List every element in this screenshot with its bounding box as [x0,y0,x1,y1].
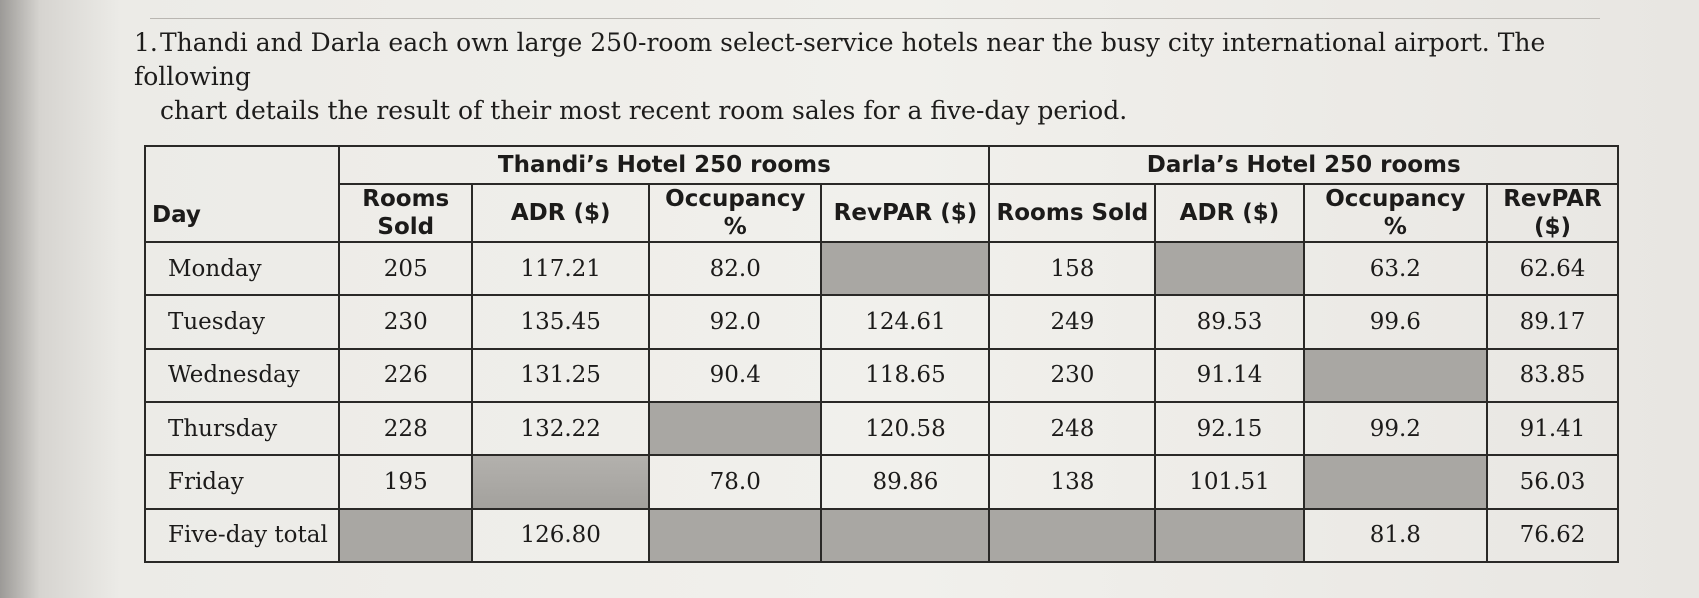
cell-day: Monday [145,242,339,295]
cell-thandi-rooms-sold: 230 [339,295,472,348]
cell-day: Tuesday [145,295,339,348]
cell-darla-occupancy: 81.8 [1304,509,1487,562]
question-number: 1. [134,28,158,57]
page-rule [150,18,1600,19]
cell-day: Five-day total [145,509,339,562]
cell-thandi-adr: 135.45 [472,295,649,348]
header-darla-revpar: RevPAR ($) [1487,184,1618,242]
cell-thandi-rooms-sold: 195 [339,455,472,508]
table-row-tuesday [145,295,1618,348]
cell-thandi-occupancy: 90.4 [649,349,821,402]
cell-darla-adr-blank [1155,509,1303,562]
question-line-1: Thandi and Darla each own large 250-room select-service hotels near the busy city international airport. The following [134,28,1546,91]
cell-darla-revpar: 62.64 [1487,242,1618,295]
cell-thandi-adr: 131.25 [472,349,649,402]
cell-thandi-occupancy: 92.0 [649,295,821,348]
cell-darla-rooms-sold-blank [989,509,1155,562]
header-darla-occupancy: Occupancy % [1304,184,1487,242]
cell-thandi-revpar: 118.65 [821,349,989,402]
cell-darla-rooms-sold: 248 [989,402,1155,455]
cell-thandi-revpar-blank [821,242,989,295]
cell-darla-adr-blank [1155,242,1303,295]
cell-darla-adr: 89.53 [1155,295,1303,348]
cell-thandi-rooms-sold: 205 [339,242,472,295]
cell-thandi-adr-blank [472,455,649,508]
header-darla-rooms-sold: Rooms Sold [989,184,1155,242]
header-darla-adr: ADR ($) [1155,184,1303,242]
column-header-row [145,184,1618,242]
table-row-thursday [145,402,1618,455]
header-thandi-hotel: Thandi’s Hotel 250 rooms [339,146,989,184]
cell-darla-occupancy-blank [1304,349,1487,402]
cell-darla-rooms-sold: 158 [989,242,1155,295]
cell-darla-revpar: 76.62 [1487,509,1618,562]
header-darla-hotel: Darla’s Hotel 250 rooms [989,146,1618,184]
cell-thandi-revpar: 89.86 [821,455,989,508]
group-header-row [145,146,1618,184]
cell-darla-adr: 92.15 [1155,402,1303,455]
cell-darla-rooms-sold: 138 [989,455,1155,508]
header-thandi-adr: ADR ($) [472,184,649,242]
cell-thandi-revpar: 124.61 [821,295,989,348]
cell-darla-revpar: 91.41 [1487,402,1618,455]
cell-darla-occupancy: 99.2 [1304,402,1487,455]
table-row-monday [145,242,1618,295]
cell-thandi-occupancy-blank [649,509,821,562]
cell-thandi-occupancy: 78.0 [649,455,821,508]
cell-darla-revpar: 83.85 [1487,349,1618,402]
cell-darla-adr: 91.14 [1155,349,1303,402]
table-row-wednesday [145,349,1618,402]
cell-thandi-rooms-sold: 228 [339,402,472,455]
cell-darla-rooms-sold: 230 [989,349,1155,402]
cell-darla-revpar: 89.17 [1487,295,1618,348]
table-row-friday [145,455,1618,508]
cell-thandi-rooms-sold-blank [339,509,472,562]
header-thandi-occupancy: Occupancy % [649,184,821,242]
cell-thandi-adr: 126.80 [472,509,649,562]
header-thandi-rooms-sold: Rooms Sold [339,184,472,242]
cell-thandi-revpar-blank [821,509,989,562]
question-text [134,26,1634,128]
cell-thandi-adr: 117.21 [472,242,649,295]
cell-day: Wednesday [145,349,339,402]
cell-darla-occupancy: 63.2 [1304,242,1487,295]
cell-thandi-occupancy: 82.0 [649,242,821,295]
header-thandi-revpar: RevPAR ($) [821,184,989,242]
table-row-five-day-total [145,509,1618,562]
cell-thandi-rooms-sold: 226 [339,349,472,402]
cell-darla-rooms-sold: 249 [989,295,1155,348]
cell-darla-occupancy: 99.6 [1304,295,1487,348]
hotel-comparison-table [144,145,1619,563]
cell-darla-adr: 101.51 [1155,455,1303,508]
cell-day: Thursday [145,402,339,455]
cell-darla-occupancy-blank [1304,455,1487,508]
cell-day: Friday [145,455,339,508]
question-line-2: chart details the result of their most recent room sales for a five-day period. [160,96,1128,125]
header-day: Day [145,146,339,242]
cell-thandi-revpar: 120.58 [821,402,989,455]
cell-thandi-occupancy-blank [649,402,821,455]
cell-thandi-adr: 132.22 [472,402,649,455]
cell-darla-revpar: 56.03 [1487,455,1618,508]
